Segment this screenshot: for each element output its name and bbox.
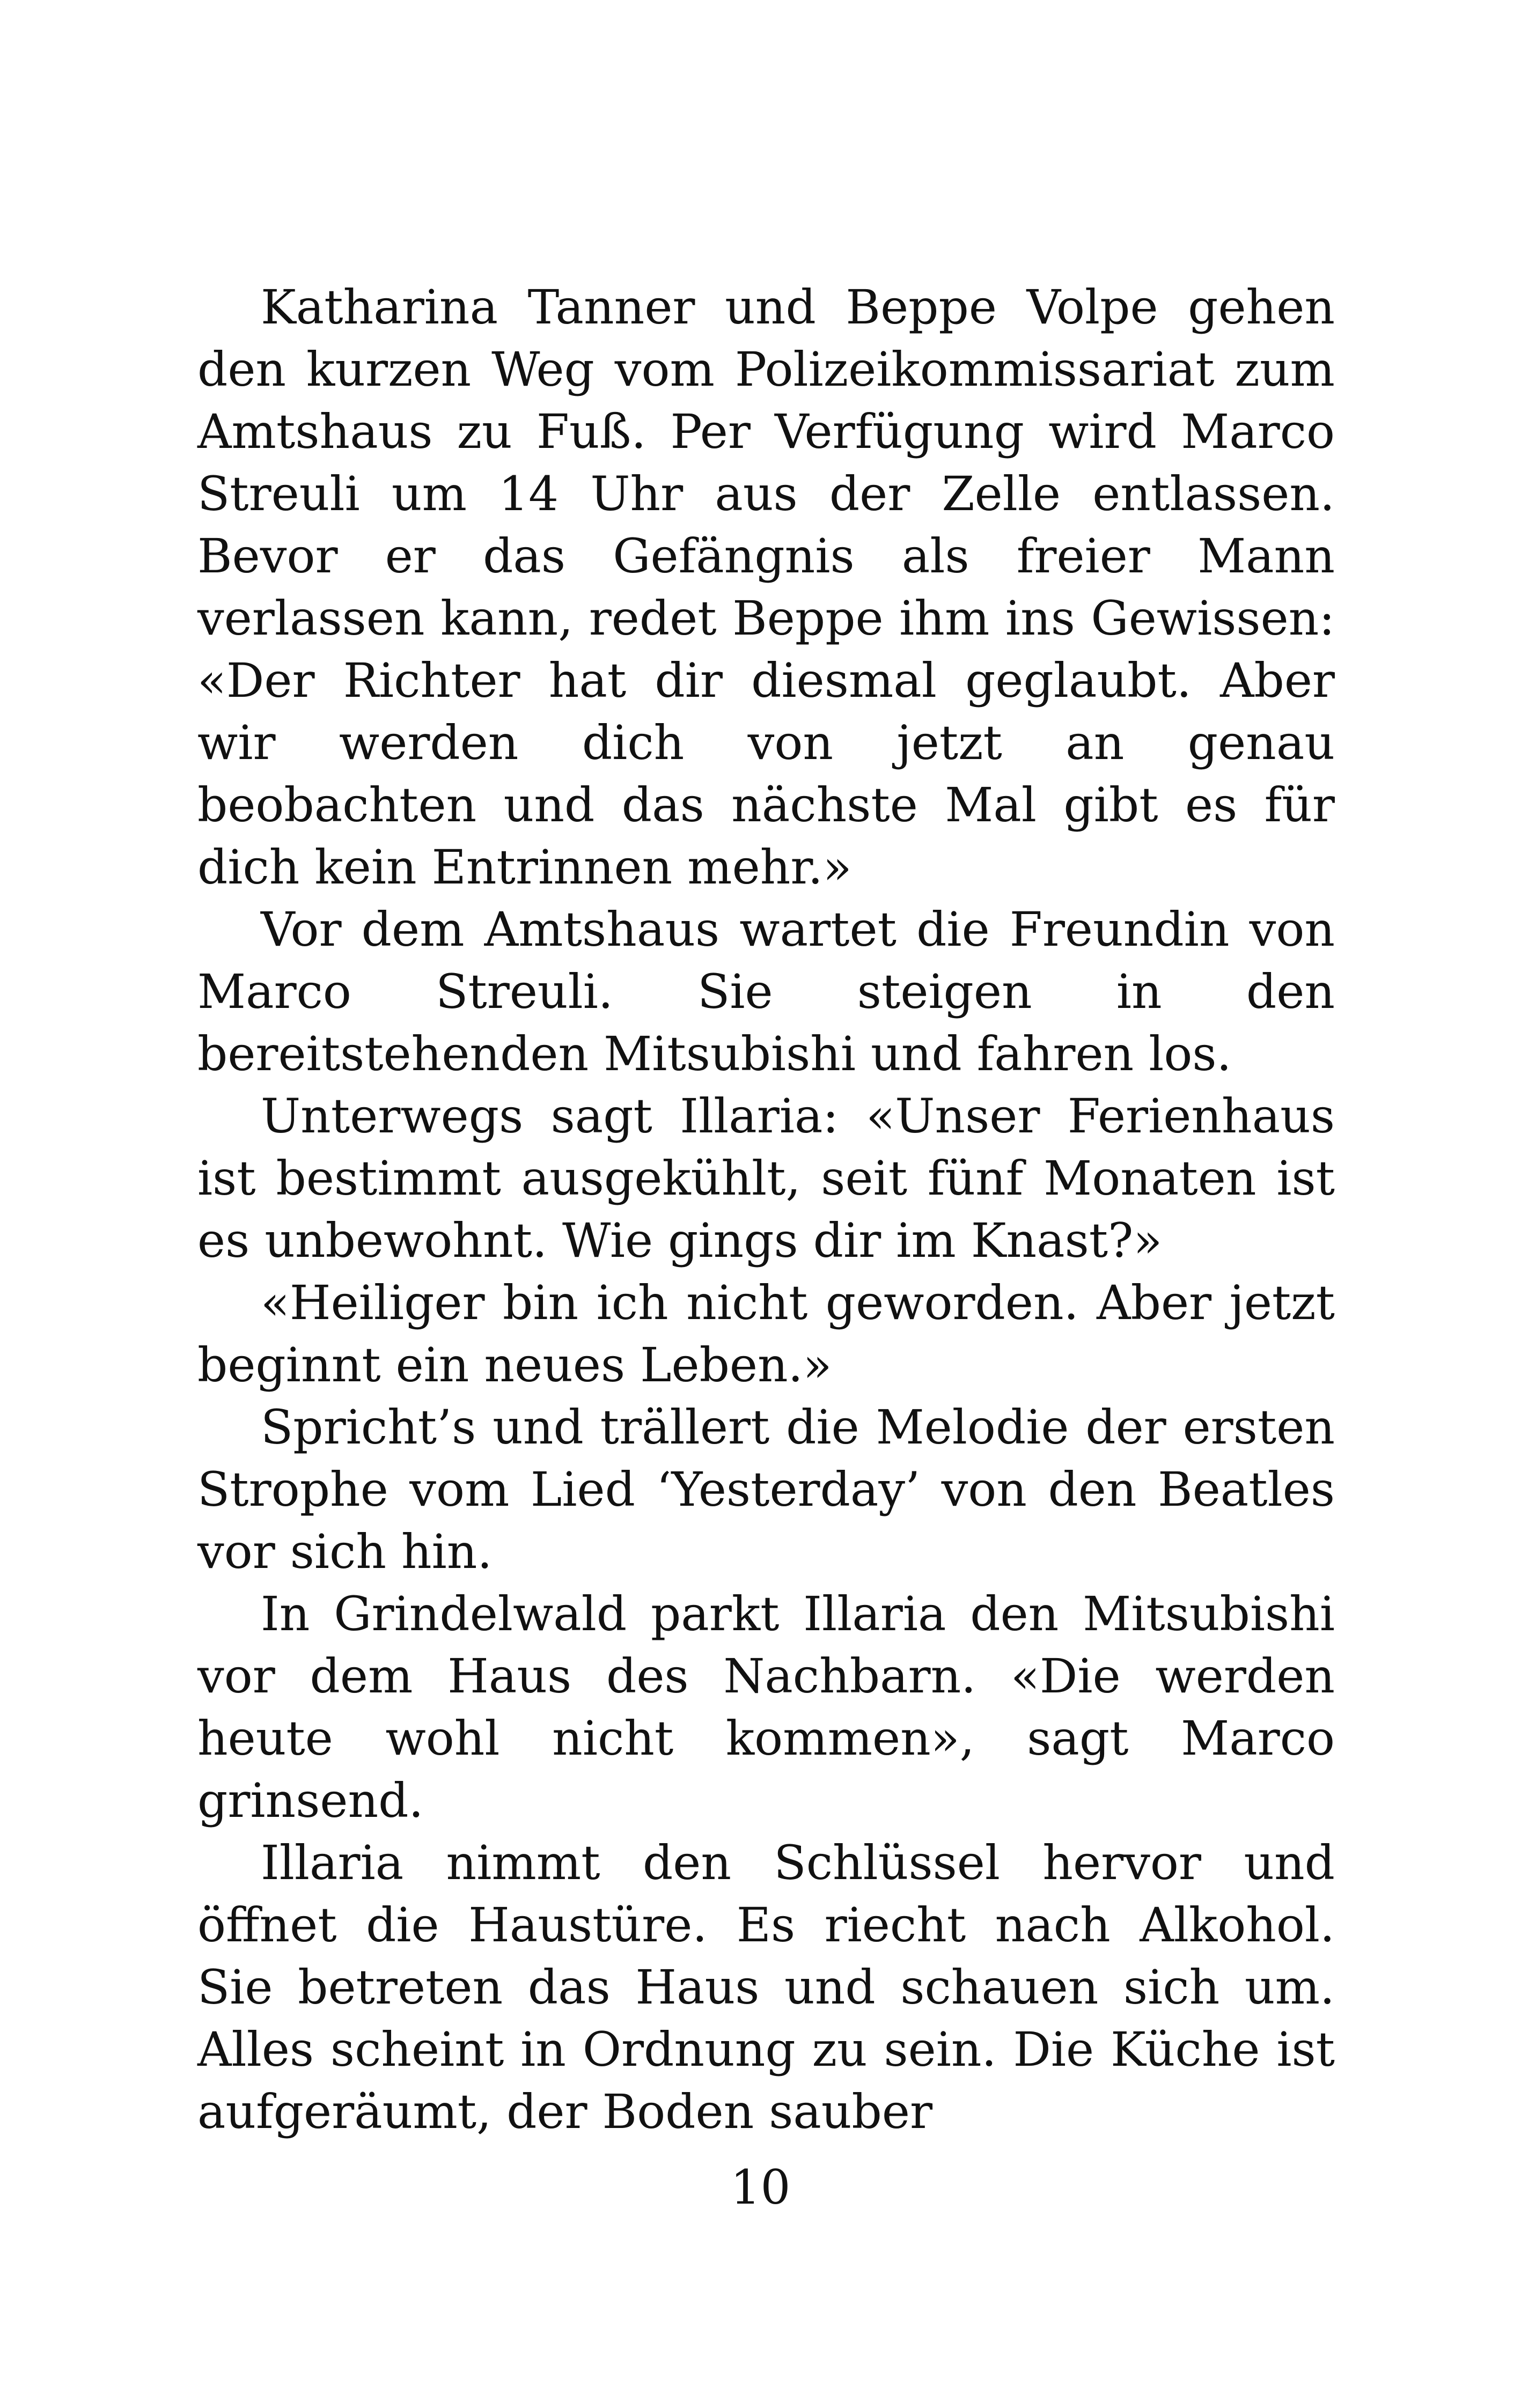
paragraph-6: In Grindelwald parkt Illaria den Mitsubishi vor dem Haus des Nachbarn. «Die werden heute wohl nicht kommen», sagt Marco grinsend.: [197, 1586, 1335, 1828]
paragraph-5: Spricht’s und trällert die Melodie der ersten Strophe vom Lied ‘Yesterday’ von den Beatles vor sich hin.: [197, 1400, 1335, 1579]
paragraph-7: Illaria nimmt den Schlüssel hervor und öffnet die Haustüre. Es riecht nach Alkohol. Sie betreten das Haus und schauen sich um. Alles scheint in Ordnung zu sein. Die Küche ist aufgeräumt, der Boden sauber: [197, 1835, 1335, 2139]
paragraph-2: Vor dem Amtshaus wartet die Freundin von Marco Streuli. Sie steigen in den bereitstehenden Mitsubishi und fahren los.: [197, 902, 1335, 1081]
paragraph-4: «Heiliger bin ich nicht geworden. Aber jetzt beginnt ein neues Leben.»: [197, 1275, 1335, 1393]
paragraph-3: Unterwegs sagt Illaria: «Unser Ferienhaus ist bestimmt ausgekühlt, seit fünf Monaten ist es unbewohnt. Wie gings dir im Knast?»: [197, 1088, 1335, 1268]
body-text: [197, 276, 1335, 2143]
page-number: 10: [730, 2160, 791, 2215]
paragraph-1: Katharina Tanner und Beppe Volpe gehen den kurzen Weg vom Polizeikommissariat zum Amtshaus zu Fuß. Per Verfügung wird Marco Streuli um 14 Uhr aus der Zelle entlassen. Bevor er das Gefängnis als freier Mann verlassen kann, redet Beppe ihm ins Gewissen: «Der Richter hat dir diesmal geglaubt. Aber wir werden dich von jetzt an genau beobachten und das nächste Mal gibt es für dich kein Entrinnen mehr.»: [197, 279, 1335, 895]
